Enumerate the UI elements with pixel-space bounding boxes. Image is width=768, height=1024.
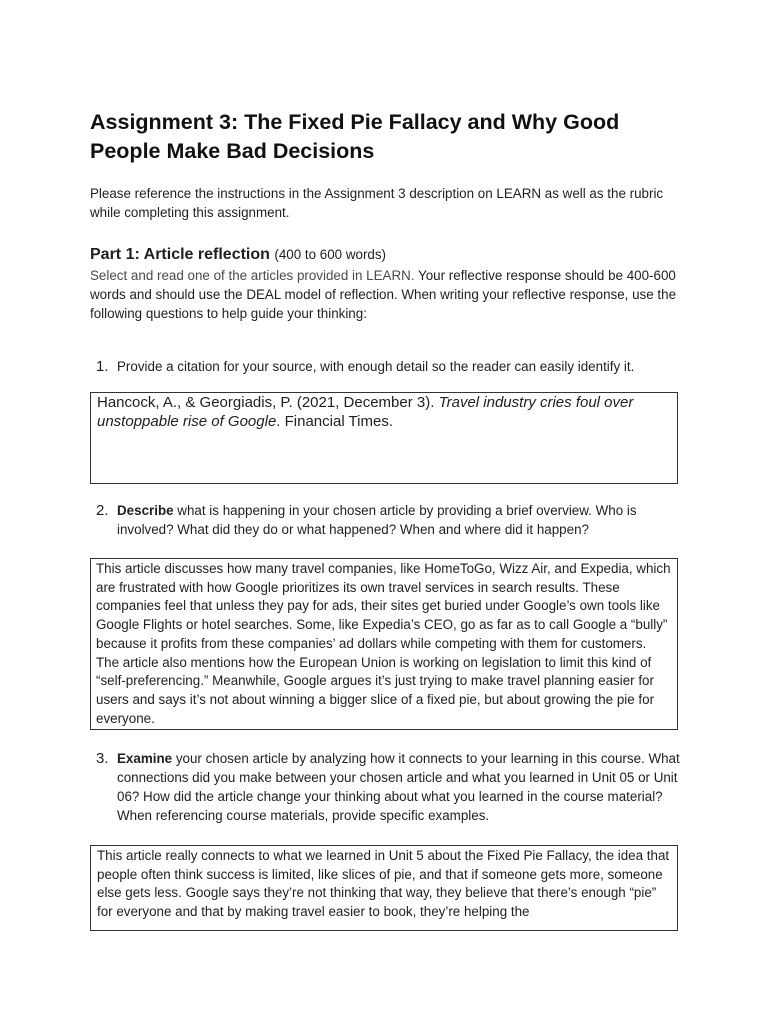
question-text: Provide a citation for your source, with enough detail so the reader can easily identify it. bbox=[117, 359, 635, 374]
assignment-intro: Please reference the instructions in the Assignment 3 description on LEARN as well as the rubric while completing this assignment. bbox=[90, 186, 664, 220]
citation-authors: Hancock, A., & Georgiadis, P. (2021, December 3). bbox=[97, 394, 439, 411]
part1-instructions bbox=[90, 266, 680, 323]
question-3 bbox=[96, 749, 686, 825]
part1-heading bbox=[90, 244, 690, 266]
question-text bbox=[117, 749, 686, 825]
question-2 bbox=[96, 501, 686, 539]
question-number: 1. bbox=[96, 358, 109, 375]
question-keyword: Examine bbox=[117, 751, 173, 766]
question-number: 2. bbox=[96, 502, 109, 519]
part1-word-count: (400 to 600 words) bbox=[274, 247, 387, 262]
question-body: what is happening in your chosen article by providing a brief overview. Who is involved? What did they do or what happened? When and where did it happen? bbox=[117, 503, 637, 537]
assignment-title: Assignment 3: The Fixed Pie Fallacy and Why Good People Make Bad Decisions bbox=[90, 110, 620, 163]
citation-answer-box[interactable] bbox=[90, 392, 678, 484]
part1-instructions-rest: Your reflective response should be 400-600 words and should use the DEAL model of reflection. When writing your reflective response, use the following questions to help guide your thinking: bbox=[90, 268, 677, 321]
part1-heading-text: Part 1: Article reflection bbox=[90, 246, 270, 263]
question-body: your chosen article by analyzing how it connects to your learning in this course. What connections did you make between your chosen article and what you learned in Unit 05 or Unit 06? How did the article change your thinking about what you learned in the course material? When referencing course materials, provide specific examples. bbox=[117, 751, 680, 823]
question-number: 3. bbox=[96, 750, 109, 767]
part1-instructions-lead: Select and read one of the articles provided in LEARN. bbox=[90, 268, 415, 283]
examine-answer-box[interactable]: This article really connects to what we learned in Unit 5 about the Fixed Pie Fallacy, the idea that people often think success is limited, like slices of pie, and that if someone gets more, someone else gets less. Google says they’re not thinking that way, they believe that there’s enough “pie” for everyone and that by making travel easier to book, they’re helping the bbox=[90, 845, 678, 931]
citation-article-title: Travel industry cries foul over unstoppable rise of Google bbox=[97, 394, 634, 430]
question-1 bbox=[96, 357, 686, 376]
describe-answer-box[interactable]: This article discusses how many travel companies, like HomeToGo, Wizz Air, and Expedia, which are frustrated with how Google prioritizes its own travel services in search results. These companies feel that unless they pay for ads, their sites get buried under Google’s own tools like Google Flights or hotel searches. Some, like Expedia’s CEO, go as far as to call Google a “bully” because it profits from these companies’ ad dollars while competing with them for customers. The article also mentions how the European Union is working on legislation to limit this kind of “self-preferencing.” Meanwhile, Google argues it’s just trying to make travel planning easier for users and says it’s not about winning a bigger slice of a fixed pie, but about growing the pie for everyone. bbox=[90, 558, 678, 730]
citation-publication: . Financial Times. bbox=[276, 412, 394, 430]
question-text bbox=[117, 501, 686, 539]
question-keyword: Describe bbox=[117, 503, 174, 518]
